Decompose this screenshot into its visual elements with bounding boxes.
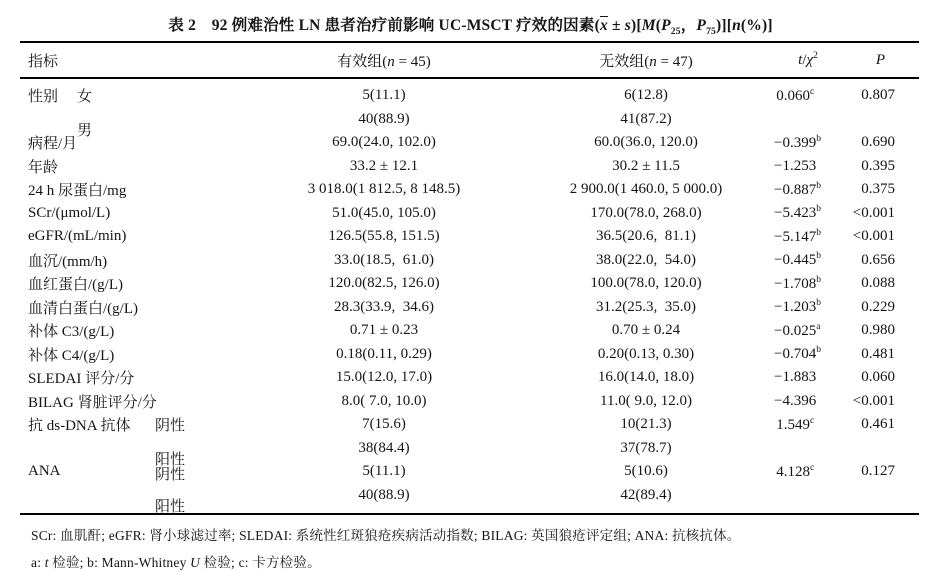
table-row xyxy=(20,108,919,140)
statistic-number: −1.883 xyxy=(774,369,817,386)
statistic-superscript: c xyxy=(810,415,815,426)
cell-p-value: 0.690 xyxy=(861,134,895,151)
cell-statistic-value xyxy=(774,181,842,199)
text-part: s xyxy=(624,17,632,34)
statistic-number: −4.396 xyxy=(774,392,817,409)
cell-p-value: 0.807 xyxy=(861,87,895,104)
cell-p-value: <0.001 xyxy=(852,228,895,245)
table-row xyxy=(20,484,919,516)
text-part: a: xyxy=(31,555,45,570)
statistic-number: −1.708 xyxy=(774,275,817,292)
cell-p-value: 0.060 xyxy=(861,369,895,386)
cell-effective-value: 7(15.6) xyxy=(362,416,406,433)
cell-ineffective-value: 2 900.0(1 460.0, 5 000.0) xyxy=(569,181,723,198)
table-row xyxy=(20,390,919,414)
statistic-number: −0.445 xyxy=(774,252,817,269)
text-part: t xyxy=(44,555,49,570)
text-part: U xyxy=(190,555,201,570)
cell-p-value: 0.127 xyxy=(861,463,895,480)
statistic-superscript: b xyxy=(816,133,821,144)
cell-effective-value: 33.2 ± 12.1 xyxy=(349,157,419,174)
text-part: n xyxy=(649,53,657,70)
cell-effective-value: 33.0(18.5, 61.0) xyxy=(334,251,434,268)
statistic-number: −1.253 xyxy=(774,157,817,174)
cell-ineffective-value: 31.2(25.3, 35.0) xyxy=(596,298,696,315)
row-sublabel: 阳性 xyxy=(155,452,186,469)
table-row xyxy=(20,319,919,343)
cell-statistic-value xyxy=(774,275,842,293)
header-p-value xyxy=(842,52,919,69)
table-title-annotation xyxy=(594,17,773,38)
statistic-number: 1.549 xyxy=(776,416,810,433)
cell-ineffective-value: 38.0(22.0, 54.0) xyxy=(596,251,696,268)
table-row xyxy=(20,131,919,155)
cell-statistic-value xyxy=(774,228,842,246)
data-table xyxy=(20,41,919,515)
text-part: M xyxy=(641,17,656,34)
table-row xyxy=(20,178,919,202)
text-part: 无效组( xyxy=(599,53,650,70)
cell-p-value: <0.001 xyxy=(852,204,895,221)
table-row xyxy=(20,343,919,367)
cell-p-value: 0.656 xyxy=(861,251,895,268)
statistic-number: −0.704 xyxy=(774,346,817,363)
text-part: P xyxy=(875,51,886,68)
text-part: ( xyxy=(655,17,662,34)
cell-p-value: 0.481 xyxy=(861,345,895,362)
text-part: $\overline{x}$ xyxy=(599,17,608,34)
row-label: 抗 ds-DNA 抗体 xyxy=(28,418,131,435)
text-part: ± xyxy=(607,17,625,34)
text-part: = 45) xyxy=(394,53,431,70)
statistic-number: −0.887 xyxy=(774,181,817,198)
footnote-test-methods xyxy=(31,551,921,571)
text-part: )][ xyxy=(715,17,733,34)
cell-effective-value: 3 018.0(1 812.5, 8 148.5) xyxy=(307,181,461,198)
cell-ineffective-value: 37(78.7) xyxy=(620,439,672,456)
row-sublabel: 阴性 xyxy=(155,418,186,435)
table-row xyxy=(20,225,919,249)
table-row xyxy=(20,84,919,108)
text-part: ， xyxy=(680,17,697,34)
statistic-number: −0.399 xyxy=(774,134,817,151)
cell-indicator xyxy=(20,156,250,177)
cell-ineffective-value: 30.2 ± 11.5 xyxy=(612,157,680,174)
cell-statistic-value xyxy=(774,463,842,481)
cell-effective-value: 8.0( 7.0, 10.0) xyxy=(341,392,427,409)
text-part: t xyxy=(798,52,803,68)
cell-ineffective-value: 11.0( 9.0, 12.0) xyxy=(600,392,692,409)
text-part: / xyxy=(802,52,807,68)
cell-statistic-value xyxy=(774,416,842,434)
header-ineffective-group xyxy=(518,50,774,71)
row-label: 补体 C4/(g/L) xyxy=(28,347,115,364)
text-part: 2 xyxy=(813,51,818,61)
text-part: 75 xyxy=(706,27,716,38)
statistic-superscript: c xyxy=(810,462,815,473)
statistic-superscript: a xyxy=(816,321,821,332)
statistic-superscript: b xyxy=(816,180,821,191)
row-label: SLEDAI 评分/分 xyxy=(28,371,135,388)
text-part: = 47) xyxy=(656,53,693,70)
cell-indicator xyxy=(20,250,250,271)
cell-ineffective-value: 170.0(78.0, 268.0) xyxy=(590,204,702,221)
row-sublabel: 阳性 xyxy=(155,499,186,516)
row-label: SCr/(μmol/L) xyxy=(28,204,111,221)
row-label: ANA xyxy=(28,463,61,480)
cell-ineffective-value: 5(10.6) xyxy=(624,463,668,480)
text-part: 25 xyxy=(670,27,681,38)
row-label: 血红蛋白/(g/L) xyxy=(28,277,123,294)
table-row xyxy=(20,413,919,437)
cell-statistic-value xyxy=(774,345,842,363)
cell-effective-value: 0.71 ± 0.23 xyxy=(349,322,419,339)
text-part: ( xyxy=(594,17,600,34)
cell-effective-value: 5(11.1) xyxy=(362,463,406,480)
cell-p-value: 0.375 xyxy=(861,181,895,198)
cell-ineffective-value: 10(21.3) xyxy=(620,416,672,433)
cell-statistic-value xyxy=(774,393,842,410)
cell-p-value: 0.229 xyxy=(861,298,895,315)
cell-effective-value: 38(84.4) xyxy=(358,439,410,456)
cell-p-value: 0.395 xyxy=(861,157,895,174)
row-sublabel: 阴性 xyxy=(155,467,186,484)
cell-indicator xyxy=(20,273,250,294)
header-indicator: 指标 xyxy=(28,53,59,70)
statistic-superscript: b xyxy=(816,298,821,309)
statistic-number: −5.423 xyxy=(774,205,817,222)
cell-effective-value: 0.18(0.11, 0.29) xyxy=(336,345,432,362)
cell-statistic-value xyxy=(774,158,842,175)
text-part: 检验; b: Mann-Whitney xyxy=(48,555,191,570)
table-row xyxy=(20,249,919,273)
statistic-number: −5.147 xyxy=(774,228,817,245)
row-label: 病程/月 xyxy=(28,136,78,153)
statistic-superscript: b xyxy=(816,274,821,285)
row-label: 年龄 xyxy=(28,159,59,176)
text-part: χ xyxy=(806,52,814,68)
cell-statistic-value xyxy=(774,322,842,340)
text-part: n xyxy=(387,53,395,70)
row-sublabel: 女 xyxy=(77,89,93,106)
statistic-number: 0.060 xyxy=(776,87,810,104)
statistic-superscript: c xyxy=(810,86,815,97)
cell-effective-value: 126.5(55.8, 151.5) xyxy=(328,228,440,245)
cell-indicator xyxy=(20,367,250,388)
statistic-superscript: b xyxy=(816,204,821,215)
table-title xyxy=(0,13,941,37)
row-label: 24 h 尿蛋白/mg xyxy=(28,183,127,200)
header-statistic xyxy=(774,51,842,69)
cell-ineffective-value: 41(87.2) xyxy=(620,110,672,127)
cell-ineffective-value: 100.0(78.0, 120.0) xyxy=(590,275,702,292)
cell-indicator xyxy=(20,344,250,365)
row-label: BILAG 肾脏评分/分 xyxy=(28,394,157,411)
table-row xyxy=(20,437,919,469)
cell-p-value: <0.001 xyxy=(852,392,895,409)
cell-statistic-value xyxy=(774,487,842,504)
cell-statistic-value xyxy=(774,298,842,316)
text-part: P xyxy=(661,17,671,34)
table-row xyxy=(20,296,919,320)
statistic-superscript: b xyxy=(816,345,821,356)
table-row xyxy=(20,202,919,226)
row-label: eGFR/(mL/min) xyxy=(28,228,127,245)
cell-indicator xyxy=(20,132,250,153)
statistic-superscript: b xyxy=(816,251,821,262)
cell-indicator xyxy=(20,205,250,222)
text-part: 有效组( xyxy=(337,53,388,70)
statistic-number: −1.203 xyxy=(774,299,817,316)
cell-indicator xyxy=(20,85,250,106)
table-title-text: 表 2 92 例难治性 LN 患者治疗前影响 UC-MSCT 疗效的因素 xyxy=(168,17,595,34)
cell-ineffective-value: 42(89.4) xyxy=(620,486,672,503)
cell-ineffective-value: 6(12.8) xyxy=(624,87,668,104)
cell-indicator xyxy=(20,179,250,200)
row-label: 血沉/(mm/h) xyxy=(28,253,108,270)
cell-ineffective-value: 60.0(36.0, 120.0) xyxy=(594,134,698,151)
cell-statistic-value xyxy=(774,204,842,222)
row-label: 血清白蛋白/(g/L) xyxy=(28,300,138,317)
header-effective-group xyxy=(250,50,518,71)
cell-statistic-value xyxy=(774,87,842,105)
text-part: P xyxy=(696,17,707,34)
table-row xyxy=(20,366,919,390)
cell-indicator xyxy=(20,320,250,341)
text-part: 检验; c: 卡方检验。 xyxy=(200,555,321,570)
cell-p-value: 0.088 xyxy=(861,275,895,292)
cell-effective-value: 15.0(12.0, 17.0) xyxy=(335,369,433,386)
cell-effective-value: 5(11.1) xyxy=(362,87,406,104)
cell-effective-value: 28.3(33.9, 34.6) xyxy=(334,298,434,315)
cell-statistic-value xyxy=(774,251,842,269)
table-header-row xyxy=(20,43,919,79)
cell-effective-value: 69.0(24.0, 102.0) xyxy=(332,134,436,151)
text-part: (%)] xyxy=(740,17,773,34)
cell-indicator xyxy=(20,414,250,435)
statistic-superscript: b xyxy=(816,227,821,238)
statistic-number: 4.128 xyxy=(776,463,810,480)
cell-statistic-value xyxy=(774,111,842,128)
cell-statistic-value xyxy=(774,369,842,386)
cell-statistic-value xyxy=(774,440,842,457)
cell-ineffective-value: 0.70 ± 0.24 xyxy=(611,322,681,339)
cell-indicator xyxy=(20,391,250,412)
cell-indicator xyxy=(20,463,250,484)
table-body xyxy=(20,79,919,516)
text-part: n xyxy=(732,17,741,34)
cell-effective-value: 120.0(82.5, 126.0) xyxy=(328,275,440,292)
cell-ineffective-value: 0.20(0.13, 0.30) xyxy=(597,345,695,362)
cell-effective-value: 40(88.9) xyxy=(358,110,410,127)
cell-effective-value: 51.0(45.0, 105.0) xyxy=(332,204,436,221)
row-label: 补体 C3/(g/L) xyxy=(28,324,115,341)
cell-p-value: 0.461 xyxy=(861,416,895,433)
cell-indicator xyxy=(20,228,250,245)
cell-statistic-value xyxy=(774,134,842,152)
cell-ineffective-value: 16.0(14.0, 18.0) xyxy=(597,369,695,386)
text-part: )[ xyxy=(631,17,642,34)
table-row xyxy=(20,460,919,484)
footnote-abbreviations: SCr: 血肌酐; eGFR: 肾小球滤过率; SLEDAI: 系统性红斑狼疮疾病活动指数; BILAG: 英国狼疮评定组; ANA: 抗核抗体。 xyxy=(31,528,741,543)
cell-p-value: 0.980 xyxy=(861,322,895,339)
row-label: 性别 xyxy=(28,89,59,106)
table-row xyxy=(20,272,919,296)
cell-ineffective-value: 36.5(20.6, 81.1) xyxy=(596,228,696,245)
statistic-number: −0.025 xyxy=(774,322,817,339)
row-sublabel: 男 xyxy=(77,123,93,140)
table-row xyxy=(20,155,919,179)
cell-effective-value: 40(88.9) xyxy=(358,486,410,503)
cell-indicator xyxy=(20,297,250,318)
